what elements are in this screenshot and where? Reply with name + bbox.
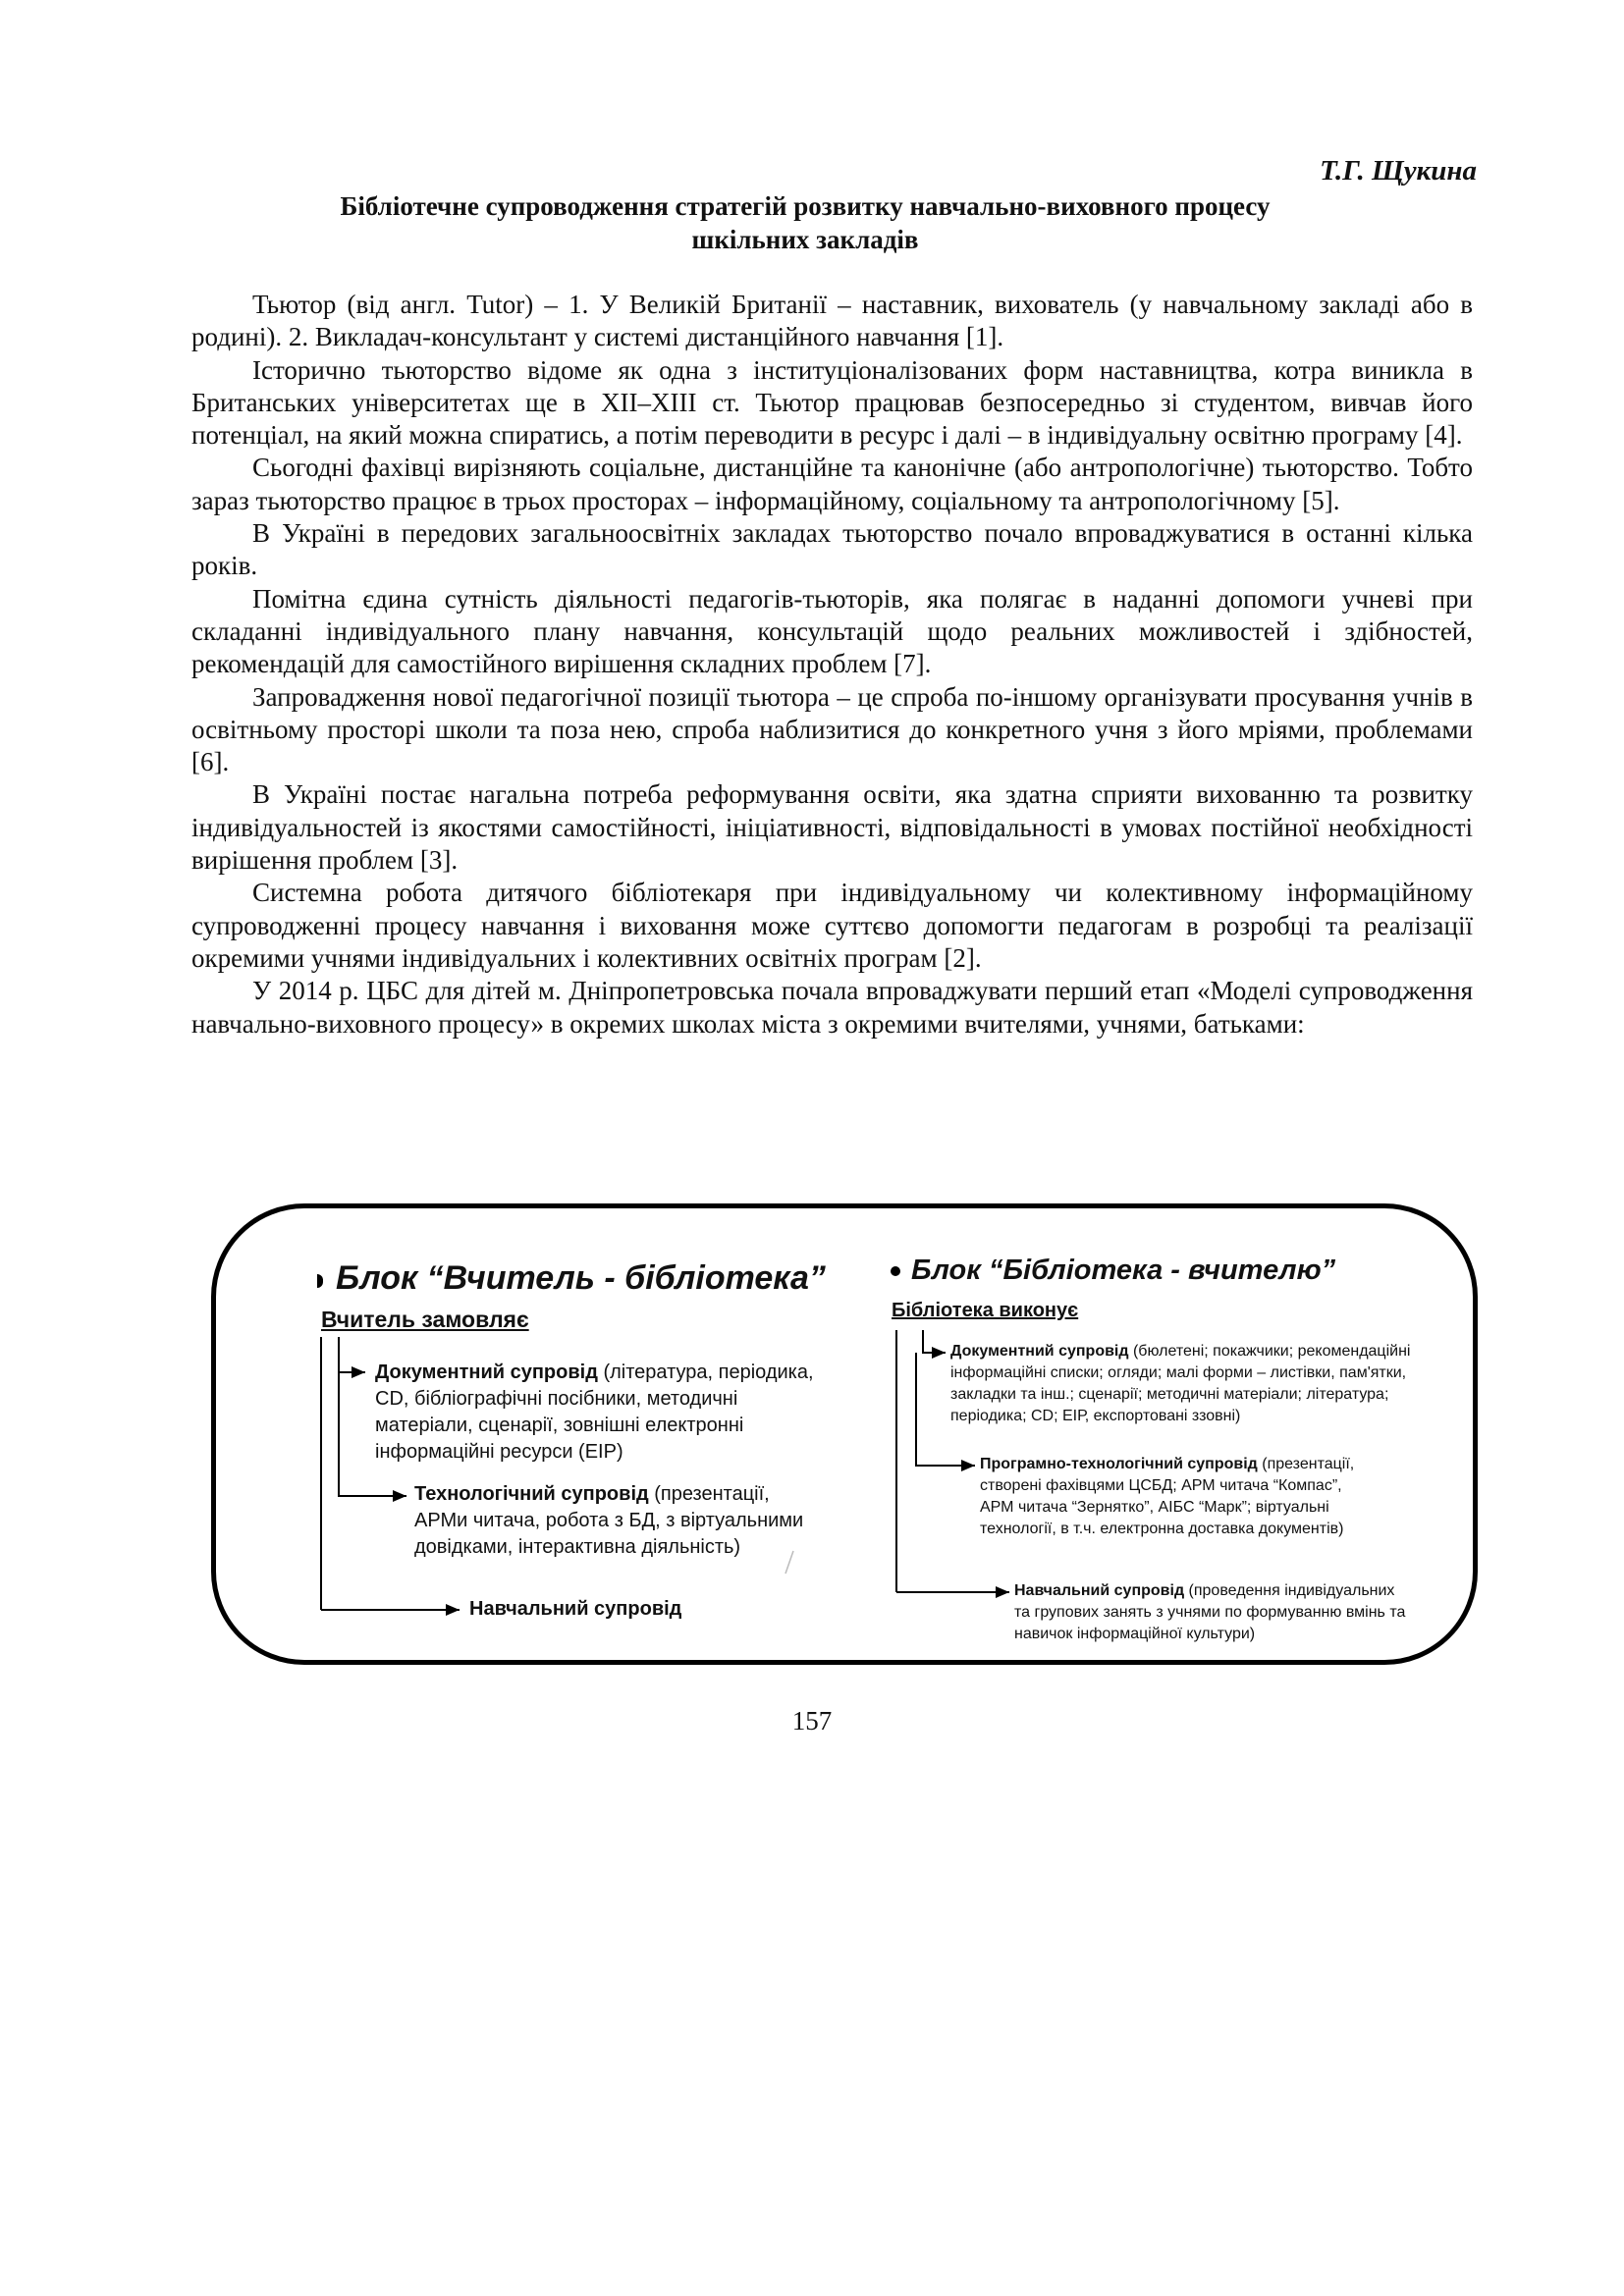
paragraph: В Україні в передових загальноосвітніх закладах тьюторство почало впроваджуватися в останні кілька років. (191, 518, 1473, 581)
item-title: Документний супровід (375, 1362, 598, 1383)
paragraph: Тьютор (від англ. Tutor) – 1. У Великій Британії – наставник, вихователь (у навчальному закладі або в родині). 2. Викладач-консультант у системі дистанційного навчання [1]. (191, 290, 1473, 352)
paragraph: Помітна єдина сутність діяльності педагогів-тьюторів, яка полягає в наданні допомоги учневі при складанні індивідуального плану навчання, консультацій щодо реальних можливостей і здібностей, рекомендацій для самостійного вирішення складних проблем [7]. (191, 583, 1473, 679)
item-detail: (проведення індивідуальних та групових занять з учнями по формуванню вмінь та навичок інформаційної культури) (1014, 1582, 1406, 1642)
item-title: Навчальний супровід (469, 1598, 682, 1620)
author-name: Т.Г. Щукина (1320, 155, 1477, 187)
block-library-heading: Блок “Бібліотека - вчителю” (911, 1255, 1336, 1286)
paragraph: Запровадження нової педагогічної позиції тьютора – це спроба по-іншому організувати просування учнів в освітньому просторі школи та поза нею, спроба наблизитися до конкретного учня з його мріями, проблемами [6]. (191, 681, 1473, 777)
article-body (191, 289, 1473, 1041)
left-item-education-support (469, 1596, 911, 1623)
bullet-icon (891, 1266, 900, 1276)
block-teacher-subheading: Вчитель замовляє (321, 1307, 529, 1332)
paragraph: Системна робота дитячого бібліотекаря при індивідуальному чи колективному інформаційному супроводженні процесу навчання і виховання може суттєво допомогти педагогам в розробці та реалізації окремими учнями індивідуальних і колективних освітніх програм [2]. (191, 878, 1473, 973)
title-line-1: Бібліотечне супроводження стратегій розвитку навчально-виховного процесу (340, 191, 1271, 221)
item-detail: (презентації, АРМи читача, робота з БД, з віртуальними довідками, інтерактивна діяльність) (414, 1483, 804, 1558)
item-detail: (бюлетені; покажчики; рекомендаційні інформаційні списки; огляди; малі форми – листівки, пам'ятки, закладки та інш.; сценарії; методичні матеріали; література; періодика; CD; ЕІР, експортовані ззовні) (950, 1343, 1411, 1424)
left-item-technology-support (414, 1481, 817, 1561)
item-title: Технологічний супровід (414, 1483, 649, 1505)
item-title: Документний супровід (950, 1343, 1129, 1360)
item-detail: (література, періодика, CD, бібліографічні посібники, методичні матеріали, сценарії, зовнішні електронні інформаційні ресурси (ЕІР) (375, 1362, 814, 1463)
item-title: Навчальний супровід (1014, 1582, 1185, 1599)
right-item-document-support (950, 1341, 1412, 1427)
paragraph: В Україні постає нагальна потреба реформування освіти, яка здатна сприяти вихованню та розвитку індивідуальностей із якостями самостійності, ініціативності, відповідальності в умовах постійної необхідності вирішення проблем [3]. (191, 779, 1473, 876)
right-item-software-technology-support (980, 1454, 1373, 1540)
block-library-subheading: Бібліотека виконує (892, 1300, 1079, 1321)
item-detail: (презентації, створені фахівцями ЦСБД; АРМ читача “Компас”, АРМ читача “Зернятко”, АІБС “Марк”; віртуальні технології, в т.ч. електронна доставка документів) (980, 1456, 1355, 1537)
article-title (196, 189, 1414, 256)
page-number: 157 (791, 1706, 833, 1735)
left-item-document-support (375, 1360, 817, 1466)
title-line-2: шкільних закладів (691, 225, 919, 254)
paragraph: Сьогодні фахівці вирізняють соціальне, дистанційне та канонічне (або антропологічне) тьюторство. Тобто зараз тьюторство працює в трьох просторах – інформаційному, соціальному та антропологічному [5]. (191, 453, 1473, 515)
block-teacher-heading: Блок “Вчитель - бібліотека” (336, 1259, 826, 1297)
item-title: Програмно-технологічний супровід (980, 1456, 1258, 1472)
paragraph: Історично тьюторство відоме як одна з інституціоналізованих форм наставництва, котра виникла в Британських університетах ще в XII–XIII ст. Тьютор працював безпосередньо зі студентом, вивчав його потенціал, на який можна спиратись, а потім переводити в ресурс і далі – в індивідуальну освітню програму [4]. (191, 354, 1473, 451)
right-item-education-support (1014, 1580, 1407, 1645)
paragraph: У 2014 р. ЦБС для дітей м. Дніпропетровська почала впроваджувати перший етап «Моделі супроводження навчально-виховного процесу» в окремих школах міста з окремими вчителями, учнями, батьками: (191, 976, 1473, 1039)
